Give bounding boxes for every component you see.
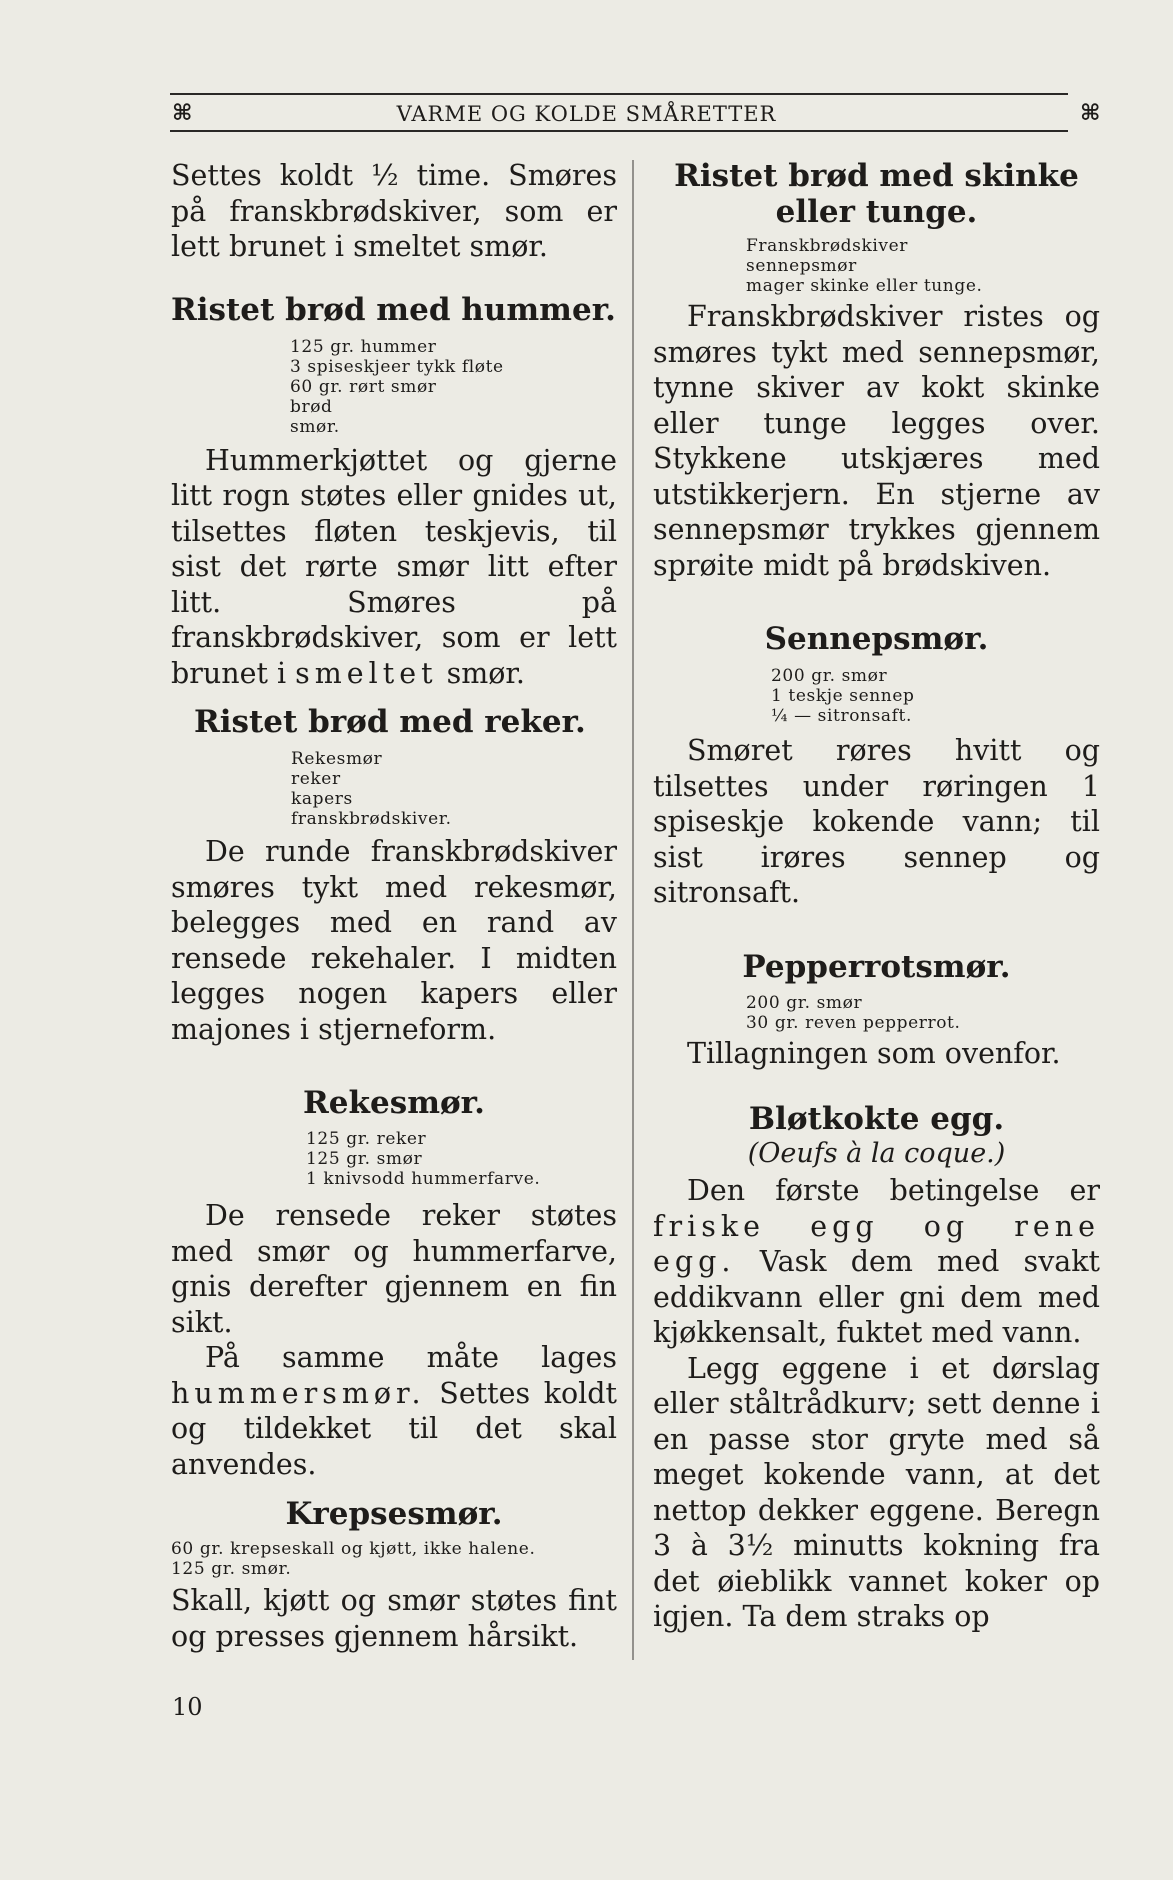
recipe-title-krepsesmor: Krepsesmør. — [285, 1496, 503, 1532]
ingredient-item: 3 spiseskjeer tykk fløte — [290, 356, 504, 377]
header-right-ornament: ⌘ — [1080, 100, 1101, 126]
ingredient-item: mager skinke eller tunge. — [746, 276, 983, 296]
recipe-text-rekesmor-2 — [171, 1340, 617, 1482]
recipe-text-blotkokte-end: Vask dem med svakt eddikvann eller gni dem med kjøkkensalt, fuktet med vann. — [653, 1245, 1101, 1349]
ingredient-item: 30 gr. reven pepperrot. — [746, 1012, 961, 1033]
recipe-title-sennepsmor: Sennepsmør. — [764, 621, 989, 657]
recipe-text-hummer-main: Hummerkjøttet og gjerne litt rogn støtes eller gnides ut, tilsettes fløten teskjevis, til sist det rørte smør litt efter litt. Smøres på franskbrødskiver, som er lett brunet i — [171, 443, 617, 690]
recipe-title-blotkokte: Bløtkokte egg. — [748, 1101, 1005, 1137]
recipe-subtitle-blotkokte: (Oeufs à la coque.) — [747, 1138, 1006, 1169]
ingredient-item: Rekesmør — [291, 749, 383, 769]
recipe-text-rekesmor: De rensede reker støtes med smør og hummerfarve, gnis derefter gjennem en fin sikt. — [171, 1199, 617, 1339]
recipe-title-pepperrotsmor: Pepperrotsmør. — [742, 948, 1011, 985]
spaced-emphasis: smeltet — [295, 656, 438, 690]
recipe-text-reker: De runde franskbrødskiver smøres tykt med rekesmør, belegges med en rand av rensede rekehaler. I midten legges nogen kapers eller majones i stjerneform. — [171, 835, 617, 1046]
ingredient-item: 60 gr. rørt smør — [290, 376, 437, 397]
ingredient-item: kapers — [291, 789, 353, 809]
ingredient-item: 125 gr. reker — [306, 1129, 427, 1149]
recipe-text-rekesmor-2-end: Settes koldt og tildekket til det skal anvendes. — [171, 1376, 617, 1481]
ingredient-item: 125 gr. hummer — [290, 336, 437, 357]
spaced-emphasis: hummersmør. — [171, 1376, 426, 1410]
recipe-text-pepperrotsmor: Tillagningen som ovenfor. — [687, 1036, 1061, 1070]
header-bottom-rule — [170, 130, 1068, 132]
ingredients-skinke — [746, 236, 1100, 296]
ingredient-item: 125 gr. smør. — [171, 1559, 292, 1579]
ingredient-item: franskbrødskiver. — [291, 809, 452, 829]
right-column — [653, 158, 1100, 1635]
left-column — [171, 158, 617, 1654]
recipe-text-hummer — [171, 443, 617, 692]
recipe-text-krepsesmor: Skall, kjøtt og smør støtes fint og presses gjennem hårsikt. — [171, 1584, 617, 1653]
running-header-title: VARME OG KOLDE SMÅRETTER — [396, 102, 777, 126]
recipe-text-blotkokte-start: Den første betingelse er — [687, 1174, 1100, 1207]
recipe-text-skinke: Franskbrødskiver ristes og smøres tykt med sennepsmør, tynne skiver av kokt skinke eller tunge legges over. Stykkene utskjæres med utstikkerjern. En stjerne av sennepsmør trykkes gjennem sprøite midt på brødskiven. — [653, 300, 1100, 582]
ingredient-item: 200 gr. smør — [746, 992, 863, 1013]
ingredient-item: Franskbrødskiver — [746, 236, 909, 256]
ingredients-pepperrotsmor — [746, 993, 1100, 1033]
recipe-title-reker: Ristet brød med reker. — [194, 704, 586, 740]
ingredient-item: ¼ — sitronsaft. — [771, 706, 912, 726]
ingredient-item: 200 gr. smør — [771, 666, 888, 686]
recipe-text-hummer-end: smør. — [446, 656, 525, 690]
spaced-emphasis: friske egg og rene egg. — [653, 1209, 1100, 1278]
ingredient-item: brød — [290, 396, 333, 417]
recipe-text-blotkokte-2: Legg eggene i et dørslag eller ståltrådkurv; sett denne i en passe stor gryte med så meget kokende vann, at det nettop dekker eggene. Beregn 3 à 3½ minutts kokning fra det øieblikk vannet koker op igjen. Ta dem straks op — [653, 1351, 1100, 1633]
header-left-ornament: ⌘ — [172, 100, 193, 126]
recipe-title-hummer: Ristet brød med hummer. — [171, 291, 616, 328]
recipe-title-skinke — [653, 158, 1100, 230]
header-top-rule — [170, 93, 1068, 95]
ingredient-item: smør. — [290, 416, 340, 437]
recipe-title-skinke-line1: Ristet brød med skinke — [674, 158, 1079, 194]
recipe-text-rekesmor-2-start: På samme måte lages — [205, 1341, 617, 1374]
ingredients-reker — [291, 749, 617, 829]
intro-paragraph: Settes koldt ½ time. Smøres på franskbrødskiver, som er lett brunet i smeltet smør. — [171, 159, 617, 263]
ingredients-krepsesmor — [171, 1539, 617, 1579]
recipe-title-rekesmor: Rekesmør. — [303, 1085, 485, 1121]
ingredient-item: 1 teskje sennep — [771, 686, 915, 706]
ingredients-rekesmor — [306, 1129, 617, 1189]
ingredient-item: sennepsmør — [746, 256, 857, 276]
recipe-title-skinke-line2: eller tunge. — [775, 194, 978, 230]
ingredient-item: 1 knivsodd hummerfarve. — [306, 1169, 541, 1189]
ingredient-item: 60 gr. krepseskall og kjøtt, ikke halene. — [171, 1539, 536, 1559]
recipe-text-sennepsmor: Smøret røres hvitt og tilsettes under røringen 1 spiseskje kokende vann; til sist irøres sennep og sitronsaft. — [653, 734, 1100, 909]
ingredients-hummer — [290, 337, 617, 437]
recipe-text-blotkokte — [653, 1173, 1100, 1351]
ingredient-item: 125 gr. smør — [306, 1149, 423, 1169]
ingredients-sennepsmor — [771, 666, 1100, 726]
page-number: 10 — [172, 1693, 203, 1721]
ingredient-item: reker — [291, 769, 341, 789]
column-divider — [632, 160, 634, 1660]
